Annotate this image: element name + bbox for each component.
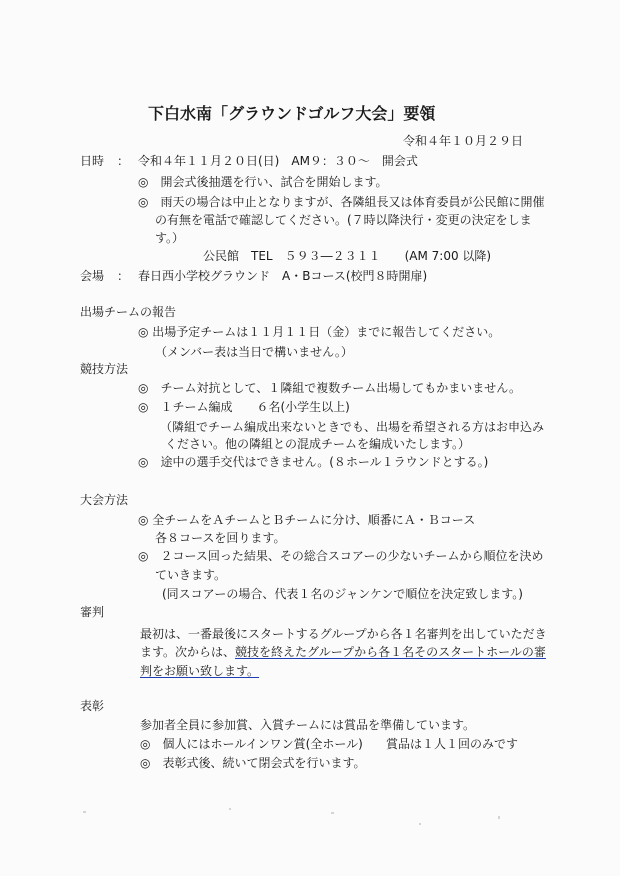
format-line-2: 各８コースを回ります。 (155, 531, 286, 545)
referee-line-2-plain: ます。次からは、 (140, 645, 236, 659)
schedule-note-rain-3: す。） (155, 231, 185, 245)
award-line-2-prize: ◎ 個人にはホールインワン賞(全ホール) (140, 737, 363, 751)
venue-text: 春日西小学校グラウンド A・Bコース(校門８時開扉) (138, 269, 428, 283)
report-line-1: ◎ 出場予定チームは１１月１１日（金）までに報告してください。 (138, 325, 501, 339)
award-line-3: ◎ 表彰式後、続いて閉会式を行います。 (140, 756, 366, 770)
method-line-5: ◎ 途中の選手交代はできません。(８ホール１ラウンドとする。) (138, 455, 489, 469)
format-line-5: (同スコアーの場合、代表１名のジャンケンで順位を決定致します。) (162, 587, 523, 601)
venue-label: 会場 (80, 269, 105, 283)
award-line-1: 参加者全員に参加賞、入賞チームには賞品を準備しています。 (140, 718, 476, 732)
method-heading: 競技方法 (80, 362, 129, 376)
format-line-4: ていきます。 (155, 568, 227, 582)
award-heading: 表彰 (80, 699, 105, 713)
schedule-note-rain-1: ◎ 雨天の場合は中止となりますが、各隣組長又は体育委員が公民館に開催 (138, 195, 545, 209)
method-line-4: ください。他の隣組との混成チームを編成いたします。） (165, 437, 471, 451)
schedule-datetime: 令和４年１１月２０日(日) AM９：３０～ 開会式 (138, 154, 418, 168)
method-line-3: （隣組でチーム編成出来ないときでも、出場を希望される方はお申込み (160, 420, 545, 434)
method-line-2: ◎ １チーム編成 ６名(小学生以上) (138, 400, 350, 414)
report-line-2: （メンバー表は当日で構いません。） (155, 345, 353, 359)
report-heading: 出場チームの報告 (80, 305, 177, 319)
format-line-1: ◎ 全チームをＡチームとＢチームに分け、順番にＡ・Ｂコース (138, 513, 476, 527)
document-date: 令和４年１０月２９日 (403, 134, 524, 148)
referee-line-2-underlined: 競技を終えたグループから各１名そのスタートホールの審 (235, 645, 546, 659)
schedule-label: 日時 (80, 154, 105, 168)
format-heading: 大会方法 (80, 493, 129, 507)
format-line-3: ◎ ２コース回った結果、その総合スコアーの少ないチームから順位を決め (138, 549, 544, 563)
schedule-contact: 公民館 TEL ５９３―２３１１ (AM 7:00 以降) (203, 249, 492, 263)
schedule-note-opening: ◎ 開会式後抽選を行い、試合を開始します。 (138, 175, 388, 189)
schedule-colon: ： (117, 154, 130, 168)
referee-line-1: 最初は、一番最後にスタートするグループから各１名審判を出していただき (140, 627, 547, 641)
referee-line-3: 判をお願い致します。 (140, 664, 260, 678)
schedule-note-rain-2: の有無を電話で確認してください。(７時以降決行・変更の決定をしま (155, 213, 532, 227)
document-title: 下白水南「グラウンドゴルフ大会」要領 (148, 104, 436, 123)
award-line-2-note: 賞品は１人１回のみです (386, 737, 519, 751)
referee-line-2 (140, 645, 546, 659)
method-line-1: ◎ チーム対抗として、１隣組で複数チーム出場してもかまいません。 (138, 381, 521, 395)
venue-colon: ： (117, 269, 130, 283)
referee-heading: 審判 (80, 605, 105, 619)
